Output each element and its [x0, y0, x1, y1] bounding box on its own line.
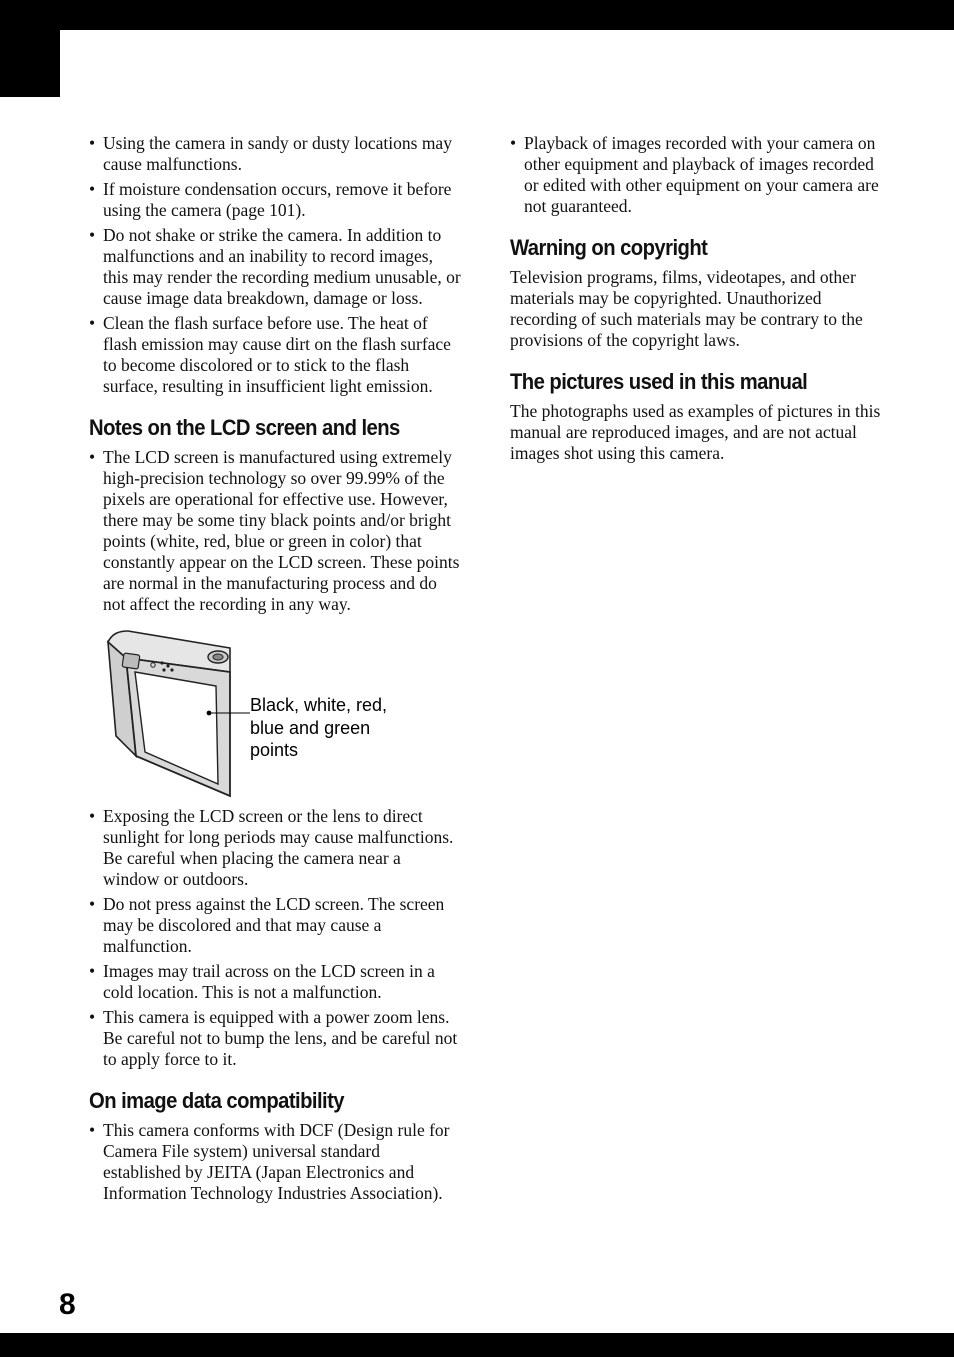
list-item: • Clean the flash surface before use. The heat of flash emission may cause dirt on the flash surface to become discolored or to stick to the flash surface, resulting in insufficient light emission. — [89, 313, 461, 397]
header-bar — [0, 0, 954, 30]
pictures-paragraph: The photographs used as examples of pictures in this manual are reproduced images, and are not actual images shot using this camera. — [510, 401, 881, 463]
section-tab — [0, 0, 60, 97]
page-number: 8 — [59, 1288, 76, 1321]
list-item: • Images may trail across on the LCD screen in a cold location. This is not a malfunction. — [89, 961, 461, 1003]
list-item: • Using the camera in sandy or dusty locations may cause malfunctions. — [89, 133, 461, 175]
lcd-camera-figure — [89, 628, 461, 798]
pictures-section-heading: The pictures used in this manual — [510, 369, 808, 394]
copyright-paragraph: Television programs, films, videotapes, and other materials may be copyrighted. Unauthorized recording of such materials may be contrary to the provisions of the copyright laws. — [510, 267, 863, 350]
list-item: • This camera is equipped with a power zoom lens. Be careful not to bump the lens, and be careful not to apply force to it. — [89, 1007, 461, 1070]
list-item: • If moisture condensation occurs, remove it before using the camera (page 101). — [89, 179, 461, 221]
figure-caption: Black, white, red, blue and green points — [250, 695, 388, 760]
compat-section-heading: On image data compatibility — [89, 1088, 345, 1113]
list-item: • Playback of images recorded with your camera on other equipment and playback of images recorded or edited with other equipment on your camera are not guaranteed. — [510, 133, 882, 217]
intro-bullet-list — [89, 133, 461, 397]
left-column — [89, 133, 461, 1208]
copyright-section-heading: Warning on copyright — [510, 235, 708, 260]
list-item: • Do not press against the LCD screen. The screen may be discolored and that may cause a malfunction. — [89, 894, 461, 957]
compat-bullet-list — [89, 1120, 461, 1204]
intro-bullet-list-right — [510, 133, 882, 217]
footer-bar — [0, 1333, 954, 1357]
lcd-bullet-list-2 — [89, 806, 461, 1070]
list-item: • Exposing the LCD screen or the lens to direct sunlight for long periods may cause malfunctions. Be careful when placing the camera near a window or outdoors. — [89, 806, 461, 890]
lcd-section-heading: Notes on the LCD screen and lens — [89, 415, 400, 440]
list-item: • This camera conforms with DCF (Design rule for Camera File system) universal standard established by JEITA (Japan Electronics and Information Technology Industries Association). — [89, 1120, 461, 1204]
list-item: • The LCD screen is manufactured using extremely high-precision technology so over 99.99% of the pixels are operational for effective use. However, there may be some tiny black points and/or bright points (white, red, blue or green in color) that constantly appear on the LCD screen. These points are normal in the manufacturing process and do not affect the recording in any way. — [89, 447, 461, 615]
list-item: • Do not shake or strike the camera. In addition to malfunctions and an inability to record images, this may render the recording medium unusable, or cause image data breakdown, damage or loss. — [89, 225, 461, 309]
right-column — [510, 133, 882, 464]
lcd-bullet-list — [89, 447, 461, 615]
